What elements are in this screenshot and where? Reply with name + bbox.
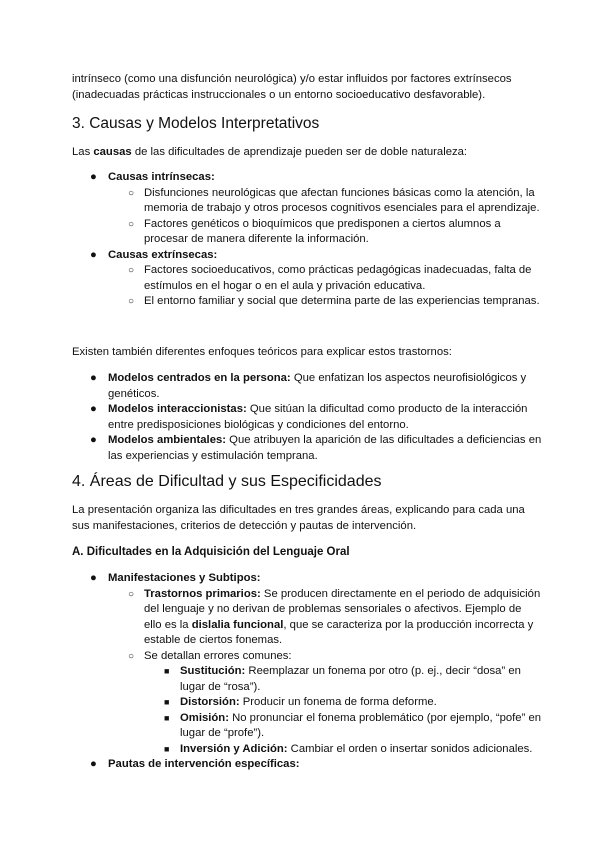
manifestations-list bbox=[72, 571, 542, 773]
square-bullet-icon: ■ bbox=[164, 743, 170, 754]
square-bullet-icon: ■ bbox=[164, 697, 170, 707]
bullet-icon: ● bbox=[90, 171, 97, 183]
circle-bullet-icon: ○ bbox=[128, 265, 135, 276]
circle-bullet-icon: ○ bbox=[128, 187, 135, 199]
section-4-heading: 4. Áreas de Dificultad y sus Especificidades bbox=[72, 473, 382, 490]
list-item-primary-disorders: ○ Trastornos primarios: Se producen directamente en el periodo de adquisición del lenguaje y no derivan de problemas sensoriales o afectivos. Ejemplo de ello es la dislalia funcional, que se caracteriza por la producción incorrecta y estable de ciertos fonemas. bbox=[128, 587, 541, 646]
circle-bullet-icon: ○ bbox=[128, 296, 135, 307]
circle-bullet-icon: ○ bbox=[128, 218, 135, 230]
section-4 bbox=[72, 472, 532, 492]
circle-bullet-icon: ○ bbox=[128, 650, 135, 662]
square-bullet-icon: ■ bbox=[164, 712, 170, 723]
list-item-intrinsic: ● Causas intrínsecas: bbox=[72, 170, 542, 186]
areas-intro: La presentación organiza las dificultades en tres grandes áreas, explicando para cada una sus manifestaciones, criterios de detección y pautas de intervención. bbox=[72, 504, 525, 532]
bullet-icon: ● bbox=[90, 434, 97, 446]
list-item-model-person: ● Modelos centrados en la persona: Que enfatizan los aspectos neurofisiológicos y genéticos. bbox=[90, 372, 527, 400]
list-item-errors-intro: ○ Se detallan errores comunes: bbox=[72, 649, 542, 665]
list-item: ○ Factores socioeducativos, como prácticas pedagógicas inadecuadas, falta de estímulos en el hogar o en el aula y privación educativa. bbox=[128, 264, 532, 292]
bullet-icon: ● bbox=[90, 248, 97, 261]
bullet-icon: ● bbox=[90, 572, 97, 584]
causes-list bbox=[72, 170, 542, 310]
list-item: ○ Disfunciones neurológicas que afectan funciones básicas como la atención, la memoria de trabajo y otros procesos cognitivos esenciales para el aprendizaje. bbox=[128, 186, 540, 214]
section-3 bbox=[72, 114, 532, 134]
section-3-heading: 3. Causas y Modelos Interpretativos bbox=[72, 115, 320, 132]
bullet-icon: ● bbox=[90, 372, 97, 384]
list-item-error: ■ Sustitución: Reemplazar un fonema por otro (p. ej., decir “dosa” en lugar de “rosa”). bbox=[164, 665, 521, 693]
causes-intro: Las causas de las dificultades de aprendizaje pueden ser de doble naturaleza: bbox=[72, 146, 468, 158]
list-item-error: ■ Distorsión: Producir un fonema de forma deforme. bbox=[72, 695, 542, 711]
subsection-a-heading: A. Dificultades en la Adquisición del Lenguaje Oral bbox=[72, 546, 350, 558]
square-bullet-icon: ■ bbox=[164, 666, 170, 676]
list-item: ○ Factores genéticos o bioquímicos que predisponen a ciertos alumnos a procesar de manera diferente la información. bbox=[128, 217, 501, 245]
list-item-model-interaction: ● Modelos interaccionistas: Que sitúan la dificultad como producto de la interacción entre predisposiciones biológicas y condiciones del entorno. bbox=[90, 403, 528, 431]
models-intro: Existen también diferentes enfoques teóricos para explicar estos trastornos: bbox=[72, 346, 452, 358]
list-item-error: ■ Inversión y Adición: Cambiar el orden o insertar sonidos adicionales. bbox=[72, 742, 542, 758]
subsection-a bbox=[72, 545, 532, 560]
causes-keyword: causas bbox=[93, 146, 132, 158]
circle-bullet-icon: ○ bbox=[128, 588, 135, 600]
bullet-icon: ● bbox=[90, 403, 97, 415]
list-item-guidelines: ● Pautas de intervención específicas: bbox=[72, 757, 542, 773]
list-item-model-environment: ● Modelos ambientales: Que atribuyen la aparición de las dificultades a deficiencias en las experiencias y estimulación temprana. bbox=[90, 434, 542, 462]
intro-text: intrínseco (como una disfunción neurológica) y/o estar influidos por factores extrínsecos (inadecuadas prácticas instruccionales o un entorno socioeducativo desfavorable). bbox=[72, 73, 512, 101]
list-item-manifestations: ● Manifestaciones y Subtipos: bbox=[72, 571, 542, 587]
list-item-extrinsic: ● Causas extrínsecas: bbox=[72, 248, 542, 264]
intro-paragraph bbox=[72, 72, 532, 103]
list-item-error: ■ Omisión: No pronunciar el fonema problemático (por ejemplo, “pofe” en lugar de “profe”). bbox=[164, 711, 542, 739]
bullet-icon: ● bbox=[90, 758, 97, 770]
list-item: ○ El entorno familiar y social que determina parte de las experiencias tempranas. bbox=[72, 294, 542, 310]
models-list bbox=[72, 371, 542, 464]
